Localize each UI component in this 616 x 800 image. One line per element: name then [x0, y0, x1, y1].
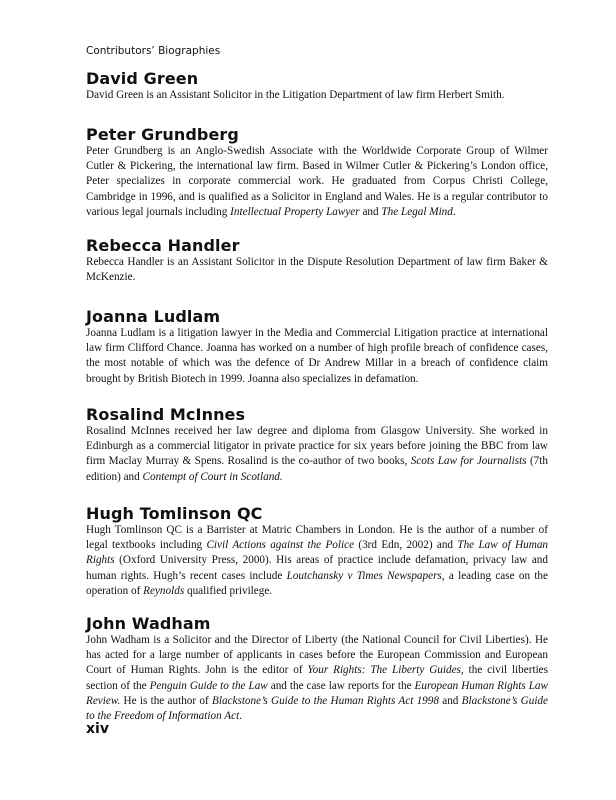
contributor-entry — [86, 125, 548, 220]
contributor-bio — [86, 523, 548, 599]
bio-title: Blackstone’s Guide to the Human Rights Act 1998 — [212, 694, 439, 707]
bio-title: Penguin Guide to the Law — [149, 679, 268, 692]
bio-text: (7th edition) and — [86, 455, 548, 483]
contributor-entry — [86, 504, 548, 599]
bio-text: Peter Grundberg is an Anglo-Swedish Associate with the Worldwide Corporate Group of Wilmer Cutler & Pickering, the international law firm. Based in Wilmer Cutler & Pickering’s London office, Peter specializes in corporate commercial work. He graduated from Corpus Christi College, Cambridge in 1996, and is qualified as a Solicitor in England and Wales. He is a regular contributor to various legal journals including — [86, 145, 548, 218]
contributor-bio — [86, 88, 548, 103]
bio-text: . — [452, 205, 456, 218]
contributor-name: Joanna Ludlam — [86, 307, 221, 326]
running-head: Contributors’ Biographies — [86, 45, 221, 57]
bio-text: Hugh Tomlinson QC is a Barrister at Matric Chambers in London. He is the author of a number of legal textbooks including — [86, 524, 548, 552]
bio-title: Civil Actions against the Police — [206, 539, 355, 552]
bio-text: (3rd Edn, 2002) and — [354, 539, 458, 552]
contributor-name: Rebecca Handler — [86, 236, 240, 255]
bio-text: and — [359, 205, 382, 218]
bio-text: , a leading case on the operation of — [86, 569, 548, 597]
contributor-bio — [86, 633, 548, 724]
bio-title: Scots Law for Journalists — [410, 455, 527, 468]
contributor-name: Peter Grundberg — [86, 125, 239, 144]
bio-title: The Law of Human Rights — [86, 539, 549, 567]
bio-title: Your Rights: The Liberty Guides — [307, 664, 461, 677]
contributor-entry — [86, 307, 548, 387]
bio-title: European Human Rights Law Review. — [86, 679, 548, 707]
contributor-entry — [86, 614, 548, 724]
contributor-bio — [86, 424, 548, 485]
bio-text: , the civil liberties section of the — [86, 664, 548, 692]
contributor-name: John Wadham — [86, 614, 211, 633]
contributor-name: Hugh Tomlinson QC — [86, 504, 263, 523]
bio-title: Contempt of Court in Scotland. — [142, 470, 283, 483]
contributor-name: David Green — [86, 69, 199, 88]
contributor-bio — [86, 255, 548, 285]
bio-title: The Legal Mind — [381, 205, 453, 218]
bio-text: Joanna Ludlam is a litigation lawyer in the Media and Commercial Litigation practice at international law firm Clifford Chance. Joanna has worked on a number of high profile breach of confidence cases, the most notable of which was the defence of Dr Andrew Millar in a breach of confidence claim brought by British Biotech in 1999. Joanna also specializes in defamation. — [86, 327, 548, 385]
contributor-bio — [86, 144, 548, 220]
bio-title: Intellectual Property Lawyer — [230, 205, 360, 218]
bio-text: qualified privilege. — [184, 584, 273, 597]
contributor-bio — [86, 326, 548, 387]
bio-text: David Green is an Assistant Solicitor in the Litigation Department of law firm Herbert Smith. — [86, 89, 505, 101]
bio-text: John Wadham is a Solicitor and the Director of Liberty (the National Council for Civil Liberties). He has acted for a large number of applicants in cases before the European Commission and European Court of Human Rights. John is the editor of — [86, 634, 548, 677]
page-number: xiv — [86, 721, 109, 737]
bio-title: Loutchansky v Times Newspapers — [286, 569, 442, 582]
bio-title: Reynolds — [143, 584, 185, 597]
bio-title: Blackstone’s Guide to the Freedom of Information Act — [86, 694, 548, 723]
bio-text: (Oxford University Press, 2000). His areas of practice include defamation, privacy law and human rights. Hugh’s recent cases include — [86, 554, 548, 582]
contributor-entry — [86, 236, 548, 285]
bio-text: Rebecca Handler is an Assistant Solicitor in the Dispute Resolution Department of law firm Baker & McKenzie. — [86, 256, 548, 284]
bio-text: and the case law reports for the — [267, 679, 415, 692]
contributor-entry — [86, 69, 548, 103]
bio-text: and — [438, 694, 462, 707]
bio-text: Rosalind McInnes received her law degree and diploma from Glasgow University. She worked in Edinburgh as a commercial litigator in private practice for six years before joining the BBC from law firm Maclay Murray & Spens. Rosalind is the co-author of two books, — [86, 425, 548, 468]
contributor-entry — [86, 405, 548, 485]
bio-text: He is the author of — [120, 694, 212, 707]
bio-text: . — [239, 710, 242, 723]
contributor-name: Rosalind McInnes — [86, 405, 246, 424]
